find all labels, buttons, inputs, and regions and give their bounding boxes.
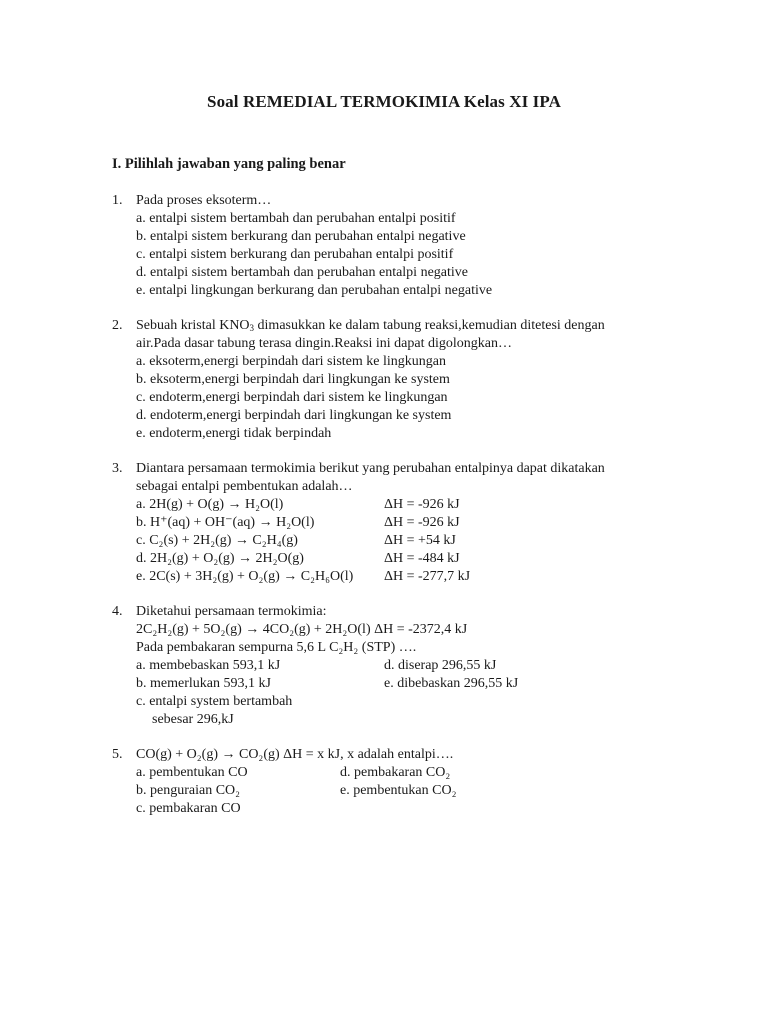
option-b-delta-h: ΔH = -926 kJ	[384, 515, 460, 530]
option-d: d. pembakaran CO₂	[340, 765, 451, 780]
option-c: c. entalpi system bertambah	[136, 694, 293, 709]
option-b: b. eksoterm,energi berpindah dari lingkungan ke system	[136, 372, 450, 387]
option-a: a. eksoterm,energi berpindah dari sistem ke lingkungan	[136, 354, 446, 369]
question-stem-line-2: sebagai entalpi pembentukan adalah…	[136, 479, 353, 494]
option-a: a. membebaskan 593,1 kJ	[136, 658, 281, 673]
question-stem-line-1	[136, 317, 605, 335]
option-d: d. entalpi sistem bertambah dan perubahan entalpi negative	[136, 265, 468, 280]
question-equation: 2C₂H₂(g) + 5O₂(g) → 4CO₂(g) + 2H₂O(l) ΔH = -2372,4 kJ	[136, 622, 468, 637]
equation: 2H(g) + O(g) → H₂O(l)	[149, 497, 284, 512]
option-e: e. entalpi lingkungan berkurang dan perubahan entalpi negative	[136, 283, 493, 298]
option-a: a. entalpi sistem bertambah dan perubahan entalpi positif	[136, 211, 456, 226]
question-number: 3.	[112, 461, 123, 476]
option-c	[136, 532, 298, 550]
stem-text: Sebuah kristal KNO	[136, 318, 250, 333]
equation: C₂(s) + 2H₂(g) → C₂H₄(g)	[149, 533, 298, 548]
option-e-delta-h: ΔH = -277,7 kJ	[384, 569, 471, 584]
section-heading: I. Pilihlah jawaban yang paling benar	[112, 156, 346, 172]
option-label: e.	[136, 569, 146, 584]
stem-text: dimasukkan ke dalam tabung reaksi,kemudian ditetesi dengan	[254, 318, 605, 333]
question-number: 2.	[112, 318, 123, 333]
question-stem-line-1: Diantara persamaan termokimia berikut yang perubahan entalpinya dapat dikatakan	[136, 461, 605, 476]
question-stem: Pada proses eksoterm…	[136, 193, 272, 208]
option-c: c. endoterm,energi berpindah dari sistem ke lingkungan	[136, 390, 448, 405]
option-c: c. pembakaran CO	[136, 801, 241, 816]
question-stem-line-1: Diketahui persamaan termokimia:	[136, 604, 327, 619]
option-b: b. entalpi sistem berkurang dan perubahan entalpi negative	[136, 229, 466, 244]
option-e: e. dibebaskan 296,55 kJ	[384, 676, 519, 691]
option-label: c.	[136, 533, 146, 548]
equation: H⁺(aq) + OH⁻(aq) → H₂O(l)	[150, 515, 315, 530]
equation: 2C(s) + 3H₂(g) + O₂(g) → C₂H₆O(l)	[149, 569, 354, 584]
option-c-delta-h: ΔH = +54 kJ	[384, 533, 456, 548]
option-c-continuation: sebesar 296,kJ	[152, 712, 234, 727]
option-e	[136, 568, 353, 586]
subscript: 3	[249, 323, 255, 333]
question-stem: CO(g) + O₂(g) → CO₂(g) ΔH = x kJ, x adalah entalpi….	[136, 747, 454, 762]
question-number: 1.	[112, 193, 123, 208]
option-label: a.	[136, 497, 146, 512]
question-number: 5.	[112, 747, 123, 762]
option-e: e. pembentukan CO₂	[340, 783, 457, 798]
option-a	[136, 496, 283, 514]
question-number: 4.	[112, 604, 123, 619]
option-e: e. endoterm,energi tidak berpindah	[136, 426, 332, 441]
option-label: d.	[136, 551, 147, 566]
equation: 2H₂(g) + O₂(g) → 2H₂O(g)	[150, 551, 304, 566]
option-a: a. pembentukan CO	[136, 765, 248, 780]
document-title: Soal REMEDIAL TERMOKIMIA Kelas XI IPA	[207, 92, 561, 111]
option-a-delta-h: ΔH = -926 kJ	[384, 497, 460, 512]
option-d: d. diserap 296,55 kJ	[384, 658, 497, 673]
option-label: b.	[136, 515, 147, 530]
option-d-delta-h: ΔH = -484 kJ	[384, 551, 460, 566]
option-c: c. entalpi sistem berkurang dan perubahan entalpi positif	[136, 247, 454, 262]
question-stem-line-3: Pada pembakaran sempurna 5,6 L C₂H₂ (STP) ….	[136, 640, 417, 655]
option-b: b. penguraian CO₂	[136, 783, 241, 798]
option-d: d. endoterm,energi berpindah dari lingkungan ke system	[136, 408, 452, 423]
option-d	[136, 550, 304, 568]
question-stem-line-2: air.Pada dasar tabung terasa dingin.Reaksi ini dapat digolongkan…	[136, 336, 512, 351]
option-b: b. memerlukan 593,1 kJ	[136, 676, 271, 691]
option-b	[136, 514, 314, 532]
